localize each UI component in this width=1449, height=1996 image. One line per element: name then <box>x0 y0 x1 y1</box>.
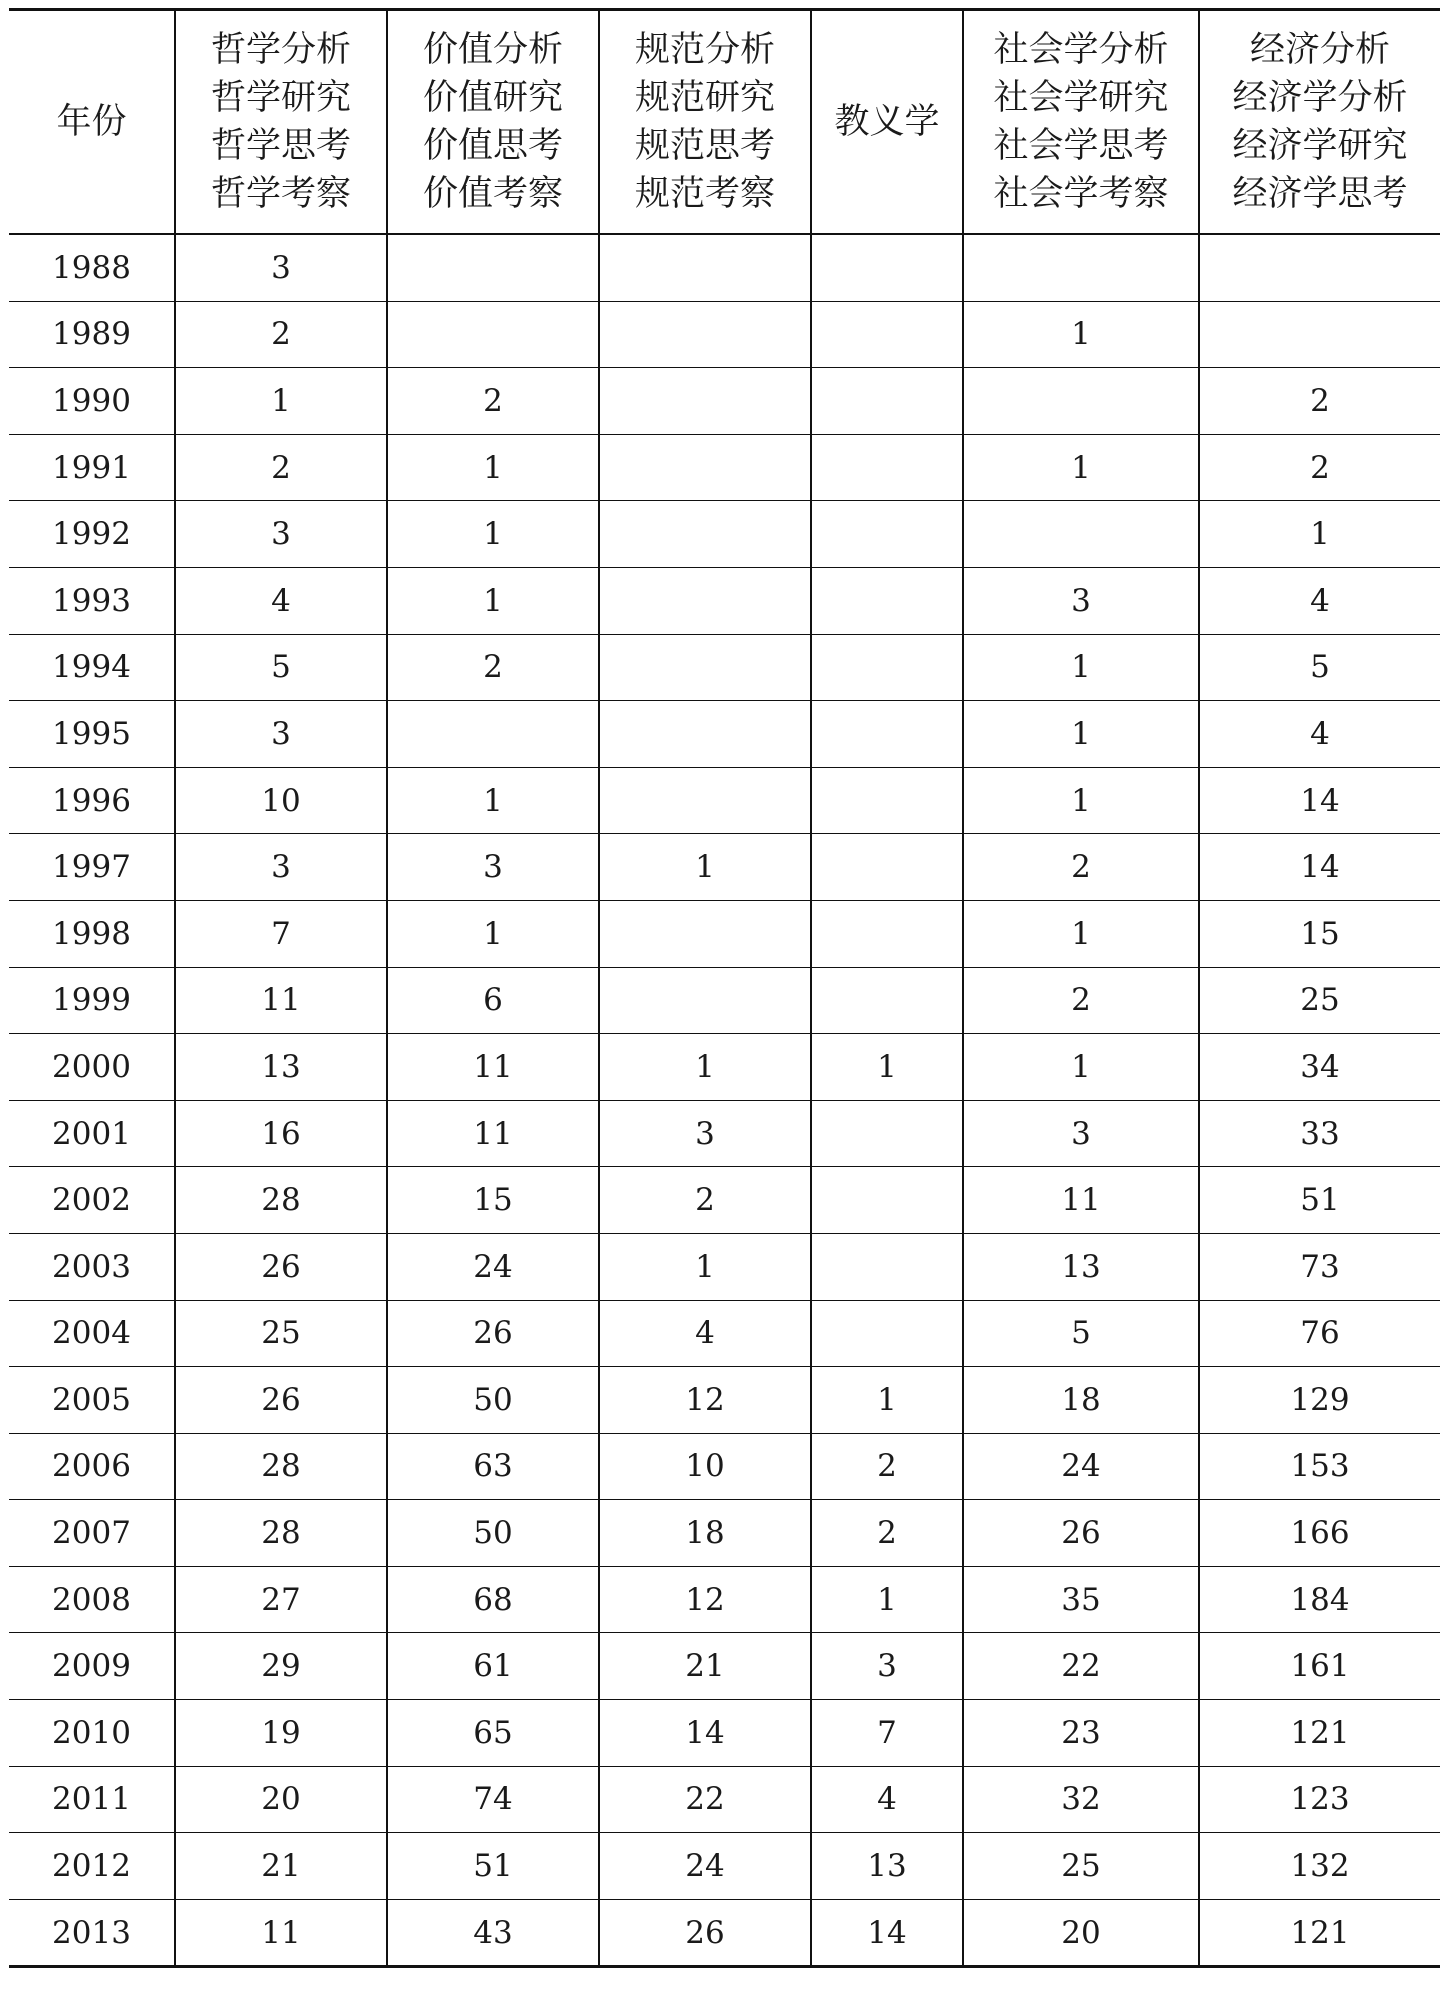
economics-cell: 2 <box>1199 434 1440 501</box>
doctrine-cell: 1 <box>811 1566 963 1633</box>
norm-cell: 1 <box>599 1233 811 1300</box>
year-cell: 2006 <box>9 1433 175 1500</box>
sociology-cell: 1 <box>963 434 1199 501</box>
sociology-cell: 35 <box>963 1566 1199 1633</box>
header-line: 社会学研究 <box>993 78 1169 118</box>
sociology-cell: 25 <box>963 1833 1199 1900</box>
philosophy-cell: 28 <box>175 1167 387 1234</box>
economics-cell: 153 <box>1199 1433 1440 1500</box>
norm-cell <box>599 900 811 967</box>
doctrine-cell: 1 <box>811 1034 963 1101</box>
philosophy-cell: 13 <box>175 1034 387 1101</box>
norm-cell: 26 <box>599 1899 811 1967</box>
doctrine-cell: 7 <box>811 1700 963 1767</box>
table-row <box>9 368 1440 435</box>
value-cell: 68 <box>387 1566 599 1633</box>
norm-cell: 2 <box>599 1167 811 1234</box>
economics-cell: 5 <box>1199 634 1440 701</box>
year-cell: 1998 <box>9 900 175 967</box>
table-row <box>9 1899 1440 1967</box>
header-line: 价值思考 <box>422 126 563 166</box>
economics-cell: 123 <box>1199 1766 1440 1833</box>
philosophy-cell: 19 <box>175 1700 387 1767</box>
doctrine-cell <box>811 1167 963 1234</box>
header-sociology <box>963 10 1199 235</box>
norm-cell <box>599 767 811 834</box>
table-row <box>9 1833 1440 1900</box>
header-doctrine <box>811 10 963 235</box>
economics-cell: 14 <box>1199 767 1440 834</box>
header-line: 社会学思考 <box>993 126 1169 166</box>
norm-cell: 12 <box>599 1367 811 1434</box>
economics-cell: 14 <box>1199 834 1440 901</box>
sociology-cell: 1 <box>963 900 1199 967</box>
table-body <box>9 234 1440 1967</box>
sociology-cell: 3 <box>963 567 1199 634</box>
year-cell: 1996 <box>9 767 175 834</box>
sociology-cell: 1 <box>963 301 1199 368</box>
economics-cell: 34 <box>1199 1034 1440 1101</box>
doctrine-cell <box>811 368 963 435</box>
header-line: 社会学考察 <box>993 174 1169 214</box>
philosophy-cell: 29 <box>175 1633 387 1700</box>
philosophy-cell: 11 <box>175 1899 387 1967</box>
norm-cell <box>599 567 811 634</box>
philosophy-cell: 21 <box>175 1833 387 1900</box>
doctrine-cell: 3 <box>811 1633 963 1700</box>
year-cell: 2010 <box>9 1700 175 1767</box>
norm-cell: 18 <box>599 1500 811 1567</box>
year-cell: 1991 <box>9 434 175 501</box>
economics-cell: 4 <box>1199 567 1440 634</box>
economics-cell: 2 <box>1199 368 1440 435</box>
table-row <box>9 501 1440 568</box>
value-cell: 6 <box>387 967 599 1034</box>
norm-cell <box>599 501 811 568</box>
year-cell: 1988 <box>9 234 175 301</box>
table-row <box>9 1167 1440 1234</box>
doctrine-cell <box>811 434 963 501</box>
philosophy-cell: 7 <box>175 900 387 967</box>
year-cell: 2008 <box>9 1566 175 1633</box>
sociology-cell: 1 <box>963 701 1199 768</box>
philosophy-cell: 3 <box>175 501 387 568</box>
table-row <box>9 301 1440 368</box>
header-line: 价值分析 <box>422 30 563 70</box>
header-year <box>9 10 175 235</box>
value-cell: 50 <box>387 1500 599 1567</box>
year-cell: 2007 <box>9 1500 175 1567</box>
value-cell: 15 <box>387 1167 599 1234</box>
value-cell: 63 <box>387 1433 599 1500</box>
table-row <box>9 1100 1440 1167</box>
header-line: 规范研究 <box>634 78 775 118</box>
sociology-cell: 1 <box>963 1034 1199 1101</box>
doctrine-cell <box>811 567 963 634</box>
doctrine-cell <box>811 1233 963 1300</box>
table-row <box>9 434 1440 501</box>
doctrine-cell: 14 <box>811 1899 963 1967</box>
sociology-cell: 32 <box>963 1766 1199 1833</box>
doctrine-cell <box>811 1100 963 1167</box>
philosophy-cell: 2 <box>175 434 387 501</box>
doctrine-cell: 13 <box>811 1833 963 1900</box>
sociology-cell: 2 <box>963 834 1199 901</box>
doctrine-cell <box>811 900 963 967</box>
norm-cell <box>599 234 811 301</box>
sociology-cell: 26 <box>963 1500 1199 1567</box>
sociology-cell: 5 <box>963 1300 1199 1367</box>
table-header-row <box>9 10 1440 235</box>
table-row <box>9 1566 1440 1633</box>
year-cell: 1990 <box>9 368 175 435</box>
norm-cell <box>599 634 811 701</box>
table-row <box>9 900 1440 967</box>
doctrine-cell: 2 <box>811 1500 963 1567</box>
table-row <box>9 1034 1440 1101</box>
table-row <box>9 1766 1440 1833</box>
economics-cell: 15 <box>1199 900 1440 967</box>
economics-cell: 121 <box>1199 1899 1440 1967</box>
year-cell: 2011 <box>9 1766 175 1833</box>
norm-cell <box>599 701 811 768</box>
table-row <box>9 1433 1440 1500</box>
header-line: 年份 <box>56 102 127 142</box>
table-row <box>9 701 1440 768</box>
economics-cell: 25 <box>1199 967 1440 1034</box>
philosophy-cell: 1 <box>175 368 387 435</box>
sociology-cell <box>963 368 1199 435</box>
header-line: 经济分析 <box>1249 30 1390 70</box>
philosophy-cell: 3 <box>175 701 387 768</box>
sociology-cell: 1 <box>963 634 1199 701</box>
table-row <box>9 767 1440 834</box>
doctrine-cell: 2 <box>811 1433 963 1500</box>
value-cell: 26 <box>387 1300 599 1367</box>
value-cell <box>387 234 599 301</box>
philosophy-cell: 10 <box>175 767 387 834</box>
year-cell: 2009 <box>9 1633 175 1700</box>
philosophy-cell: 28 <box>175 1500 387 1567</box>
philosophy-cell: 4 <box>175 567 387 634</box>
value-cell: 11 <box>387 1100 599 1167</box>
header-line: 哲学研究 <box>210 78 351 118</box>
value-cell <box>387 301 599 368</box>
value-cell: 24 <box>387 1233 599 1300</box>
doctrine-cell <box>811 767 963 834</box>
header-philosophy <box>175 10 387 235</box>
header-economics <box>1199 10 1440 235</box>
table-row <box>9 234 1440 301</box>
economics-cell: 132 <box>1199 1833 1440 1900</box>
header-line: 价值考察 <box>422 174 563 214</box>
header-line: 经济学研究 <box>1232 126 1408 166</box>
header-line: 经济学思考 <box>1232 174 1408 214</box>
header-line: 规范思考 <box>634 126 775 166</box>
header-norm <box>599 10 811 235</box>
year-cell: 1997 <box>9 834 175 901</box>
norm-cell <box>599 967 811 1034</box>
norm-cell <box>599 301 811 368</box>
norm-cell: 10 <box>599 1433 811 1500</box>
header-line: 价值研究 <box>422 78 563 118</box>
economics-cell: 166 <box>1199 1500 1440 1567</box>
year-cell: 1993 <box>9 567 175 634</box>
header-line: 社会学分析 <box>993 30 1169 70</box>
publication-count-table <box>9 8 1440 1968</box>
economics-cell <box>1199 301 1440 368</box>
table-row <box>9 1233 1440 1300</box>
norm-cell <box>599 368 811 435</box>
year-cell: 2013 <box>9 1899 175 1967</box>
value-cell: 43 <box>387 1899 599 1967</box>
norm-cell: 24 <box>599 1833 811 1900</box>
value-cell <box>387 701 599 768</box>
philosophy-cell: 16 <box>175 1100 387 1167</box>
doctrine-cell <box>811 301 963 368</box>
norm-cell: 14 <box>599 1700 811 1767</box>
year-cell: 2012 <box>9 1833 175 1900</box>
philosophy-cell: 25 <box>175 1300 387 1367</box>
doctrine-cell <box>811 701 963 768</box>
table-row <box>9 967 1440 1034</box>
economics-cell: 129 <box>1199 1367 1440 1434</box>
value-cell: 3 <box>387 834 599 901</box>
year-cell: 2001 <box>9 1100 175 1167</box>
sociology-cell: 11 <box>963 1167 1199 1234</box>
year-cell: 2000 <box>9 1034 175 1101</box>
sociology-cell: 2 <box>963 967 1199 1034</box>
year-cell: 1994 <box>9 634 175 701</box>
table-row <box>9 634 1440 701</box>
norm-cell: 22 <box>599 1766 811 1833</box>
philosophy-cell: 26 <box>175 1233 387 1300</box>
norm-cell: 1 <box>599 834 811 901</box>
year-cell: 1999 <box>9 967 175 1034</box>
table-row <box>9 1700 1440 1767</box>
economics-cell: 51 <box>1199 1167 1440 1234</box>
sociology-cell: 18 <box>963 1367 1199 1434</box>
publication-count-table-container <box>9 8 1440 1968</box>
economics-cell: 1 <box>1199 501 1440 568</box>
header-line: 规范分析 <box>634 30 775 70</box>
norm-cell: 21 <box>599 1633 811 1700</box>
doctrine-cell <box>811 1300 963 1367</box>
doctrine-cell <box>811 234 963 301</box>
sociology-cell: 13 <box>963 1233 1199 1300</box>
economics-cell: 184 <box>1199 1566 1440 1633</box>
value-cell: 1 <box>387 501 599 568</box>
value-cell: 50 <box>387 1367 599 1434</box>
doctrine-cell: 4 <box>811 1766 963 1833</box>
table-row <box>9 567 1440 634</box>
norm-cell: 1 <box>599 1034 811 1101</box>
economics-cell: 33 <box>1199 1100 1440 1167</box>
year-cell: 2004 <box>9 1300 175 1367</box>
value-cell: 1 <box>387 767 599 834</box>
value-cell: 1 <box>387 567 599 634</box>
norm-cell <box>599 434 811 501</box>
economics-cell: 121 <box>1199 1700 1440 1767</box>
economics-cell: 76 <box>1199 1300 1440 1367</box>
doctrine-cell <box>811 834 963 901</box>
economics-cell <box>1199 234 1440 301</box>
year-cell: 1995 <box>9 701 175 768</box>
table-row <box>9 1633 1440 1700</box>
table-row <box>9 834 1440 901</box>
doctrine-cell <box>811 501 963 568</box>
philosophy-cell: 5 <box>175 634 387 701</box>
philosophy-cell: 11 <box>175 967 387 1034</box>
economics-cell: 4 <box>1199 701 1440 768</box>
year-cell: 1992 <box>9 501 175 568</box>
doctrine-cell <box>811 634 963 701</box>
header-line: 哲学考察 <box>210 174 351 214</box>
philosophy-cell: 26 <box>175 1367 387 1434</box>
value-cell: 51 <box>387 1833 599 1900</box>
header-line: 经济学分析 <box>1232 78 1408 118</box>
sociology-cell: 22 <box>963 1633 1199 1700</box>
norm-cell: 4 <box>599 1300 811 1367</box>
value-cell: 1 <box>387 900 599 967</box>
sociology-cell <box>963 234 1199 301</box>
economics-cell: 161 <box>1199 1633 1440 1700</box>
table-row <box>9 1367 1440 1434</box>
philosophy-cell: 3 <box>175 834 387 901</box>
year-cell: 2002 <box>9 1167 175 1234</box>
year-cell: 2005 <box>9 1367 175 1434</box>
header-line: 哲学思考 <box>210 126 351 166</box>
economics-cell: 73 <box>1199 1233 1440 1300</box>
philosophy-cell: 2 <box>175 301 387 368</box>
sociology-cell: 23 <box>963 1700 1199 1767</box>
year-cell: 2003 <box>9 1233 175 1300</box>
sociology-cell: 3 <box>963 1100 1199 1167</box>
sociology-cell: 24 <box>963 1433 1199 1500</box>
sociology-cell <box>963 501 1199 568</box>
philosophy-cell: 20 <box>175 1766 387 1833</box>
sociology-cell: 20 <box>963 1899 1199 1967</box>
sociology-cell: 1 <box>963 767 1199 834</box>
doctrine-cell: 1 <box>811 1367 963 1434</box>
table-row <box>9 1300 1440 1367</box>
value-cell: 2 <box>387 634 599 701</box>
header-value <box>387 10 599 235</box>
header-line: 教义学 <box>834 102 940 142</box>
philosophy-cell: 27 <box>175 1566 387 1633</box>
value-cell: 1 <box>387 434 599 501</box>
norm-cell: 3 <box>599 1100 811 1167</box>
header-line: 规范考察 <box>634 174 775 214</box>
value-cell: 65 <box>387 1700 599 1767</box>
table-row <box>9 1500 1440 1567</box>
value-cell: 11 <box>387 1034 599 1101</box>
doctrine-cell <box>811 967 963 1034</box>
year-cell: 1989 <box>9 301 175 368</box>
philosophy-cell: 3 <box>175 234 387 301</box>
norm-cell: 12 <box>599 1566 811 1633</box>
philosophy-cell: 28 <box>175 1433 387 1500</box>
value-cell: 74 <box>387 1766 599 1833</box>
value-cell: 61 <box>387 1633 599 1700</box>
value-cell: 2 <box>387 368 599 435</box>
header-line: 哲学分析 <box>210 30 351 70</box>
